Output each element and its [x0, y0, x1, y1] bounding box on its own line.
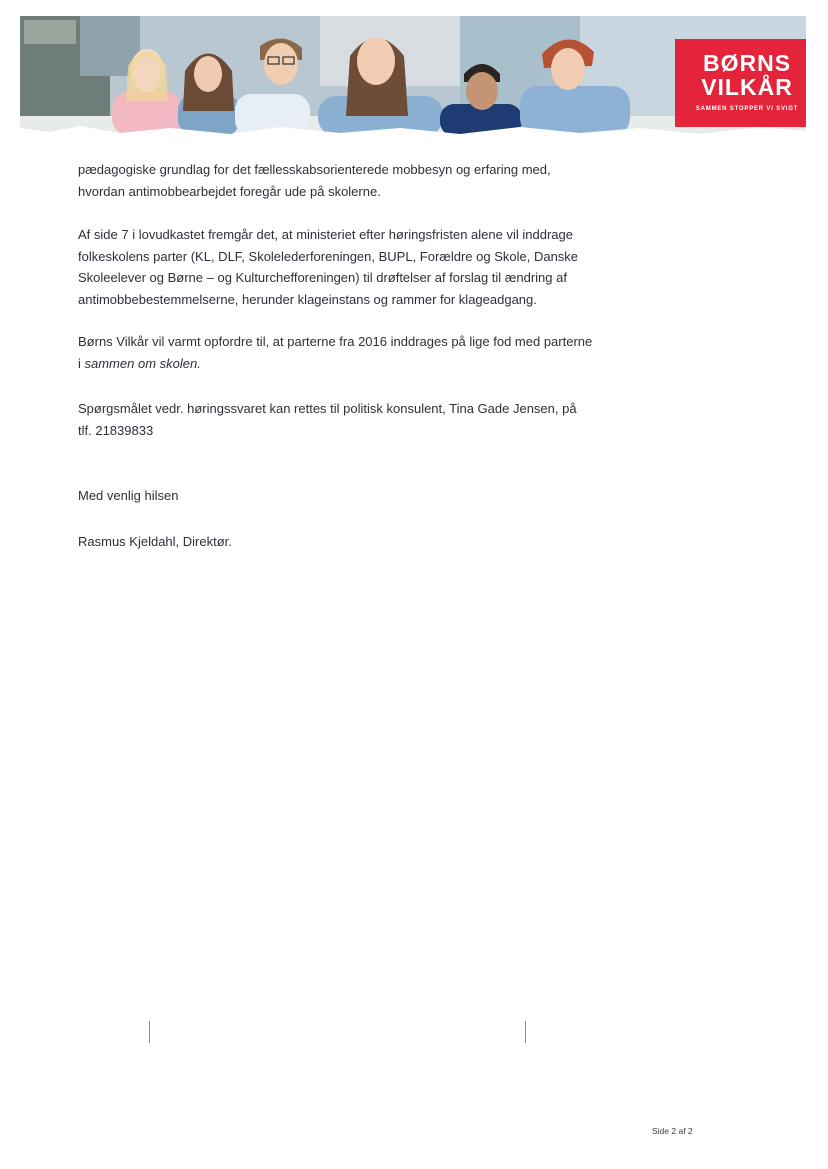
text-line: Børns Vilkår vil varmt opfordre til, at parterne fra 2016 inddrages på lige fod med parterne	[78, 334, 593, 349]
paragraph-pedagogical-basis	[78, 159, 678, 202]
paragraph-ministry-involvement	[78, 224, 678, 310]
italic-phrase: sammen om skolen.	[84, 355, 201, 371]
text-line: folkeskolens parter (KL, DLF, Skolelederforeningen, BUPL, Forældre og Skole, Danske	[78, 248, 579, 264]
text-line: hvordan antimobbearbejdet foregår ude på skolerne.	[78, 183, 381, 199]
scan-mark-left	[149, 1021, 150, 1043]
header-photo-banner	[20, 16, 806, 136]
scan-mark-right	[525, 1021, 526, 1043]
text-line: Skoleelever og Børne – og Kulturchefforeningen) til drøftelser af forslag til ændring af	[78, 270, 567, 285]
text-line-prefix: i	[78, 355, 85, 371]
page-number: Side 2 af 2	[652, 1126, 693, 1136]
text-line: antimobbebestemmelserne, herunder klageinstans og rammer for klageadgang.	[78, 291, 537, 307]
signature: Rasmus Kjeldahl, Direktør.	[78, 534, 232, 549]
text-line: pædagogiske grundlag for det fællesskabsorienterede mobbesyn og erfaring med,	[78, 162, 551, 177]
logo-tagline: SAMMEN STOPPER VI SVIGT	[695, 106, 799, 112]
paragraph-recommendation	[78, 331, 678, 374]
text-line: Af side 7 i lovudkastet fremgår det, at ministeriet efter høringsfristen alene vil inddrage	[78, 227, 573, 242]
logo-text-line1: BØRNS	[702, 50, 792, 76]
logo-text-line2: VILKÅR	[701, 74, 793, 100]
paragraph-contact	[78, 398, 678, 441]
phone-number: tlf. 21839833	[78, 422, 154, 438]
closing-greeting: Med venlig hilsen	[78, 488, 179, 503]
text-line: Spørgsmålet vedr. høringssvaret kan rettes til politisk konsulent, Tina Gade Jensen, på	[78, 401, 577, 416]
borns-vilkar-logo	[675, 39, 806, 127]
